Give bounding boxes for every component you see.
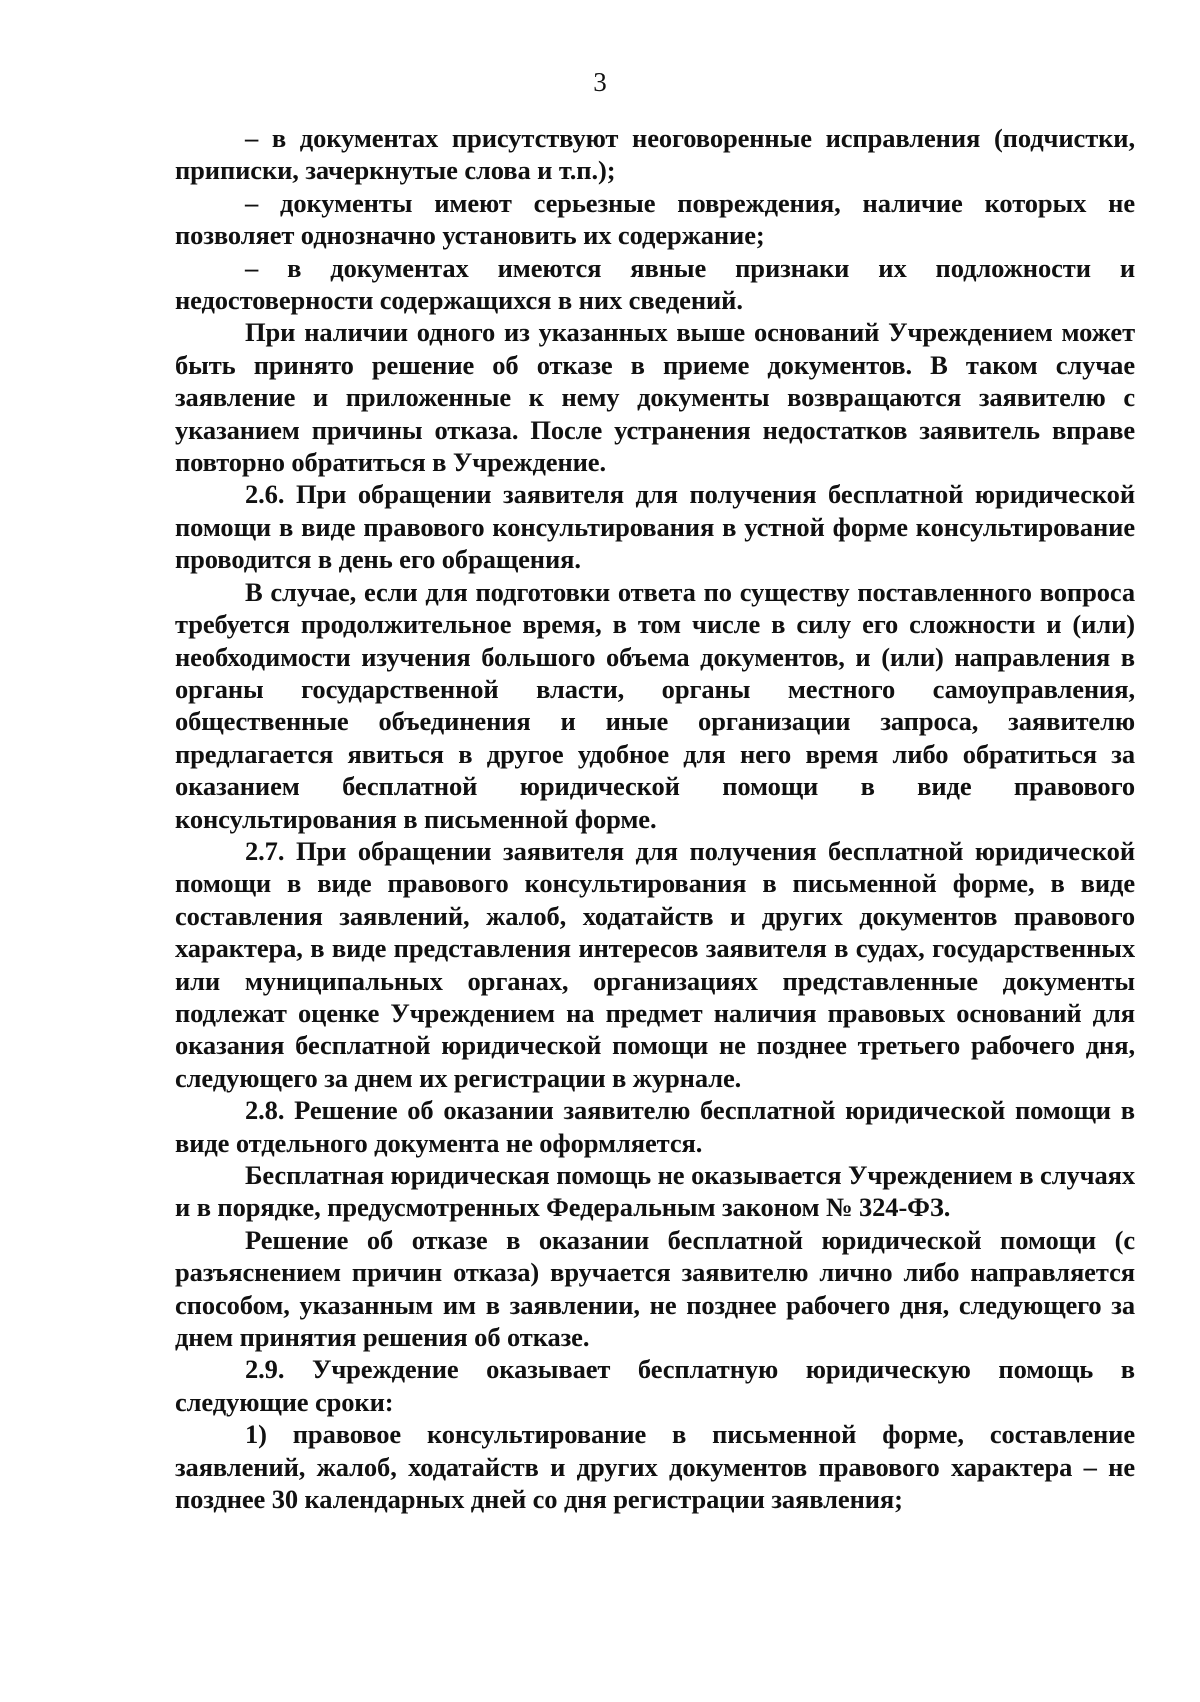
paragraph-2-6: 2.6. При обращении заявителя для получения бесплатной юридической помощи в виде правового консультирования в устной форме консультирование проводится в день его обращения. bbox=[175, 479, 1135, 575]
paragraph-refusal-grounds: При наличии одного из указанных выше оснований Учреждением может быть принято решение об отказе в приеме документов. В таком случае заявление и приложенные к нему документы возвращаются заявителю с указанием причины отказа. После устранения недостатков заявитель вправе повторно обратиться в Учреждение. bbox=[175, 317, 1135, 478]
paragraph-2-7: 2.7. При обращении заявителя для получения бесплатной юридической помощи в виде правового консультирования в письменной форме, в виде составления заявлений, жалоб, ходатайств и других документов правового характера, в виде представления интересов заявителя в судах, государственных или муниципальных органах, организациях представленные документы подлежат оценке Учреждением на предмет наличия правовых оснований для оказания бесплатной юридической помощи не позднее третьего рабочего дня, следующего за днем их регистрации в журнале. bbox=[175, 835, 1135, 1093]
paragraph-2-9: 2.9. Учреждение оказывает бесплатную юридическую помощь в следующие сроки: bbox=[175, 1354, 1135, 1417]
document-body bbox=[175, 122, 1135, 1515]
list-item-damage: – документы имеют серьезные повреждения, наличие которых не позволяет однозначно установить их содержание; bbox=[175, 187, 1135, 251]
paragraph-2-8: 2.8. Решение об оказании заявителю бесплатной юридической помощи в виде отдельного документа не оформляется. bbox=[175, 1095, 1135, 1158]
list-item-term-1: 1) правовое консультирование в письменной форме, составление заявлений, жалоб, ходатайств и других документов правового характера – не позднее 30 календарных дней со дня регистрации заявления; bbox=[175, 1419, 1135, 1515]
paragraph-refusal-decision: Решение об отказе в оказании бесплатной юридической помощи (с разъяснением причин отказа) вручается заявителю лично либо направляется способом, указанным им в заявлении, не позднее рабочего дня, следующего за днем принятия решения об отказе. bbox=[175, 1224, 1135, 1353]
paragraph-extended-time: В случае, если для подготовки ответа по существу поставленного вопроса требуется продолжительное время, в том числе в силу его сложности и (или) необходимости изучения большого объема документов, и (или) направления в органы государственной власти, органы местного самоуправления, общественные объединения и иные организации запроса, заявителю предлагается явиться в другое удобное для него время либо обратиться за оказанием бесплатной юридической помощи в виде правового консультирования в письменной форме. bbox=[175, 576, 1135, 834]
paragraph-not-provided: Бесплатная юридическая помощь не оказывается Учреждением в случаях и в порядке, предусмотренных Федеральным законом № 324-ФЗ. bbox=[175, 1160, 1135, 1223]
list-item-corrections: – в документах присутствуют неоговоренные исправления (подчистки, приписки, зачеркнутые слова и т.п.); bbox=[175, 123, 1135, 186]
list-item-forgery: – в документах имеются явные признаки их подложности и недостоверности содержащихся в них сведений. bbox=[175, 252, 1135, 316]
page-number: 3 bbox=[593, 67, 607, 97]
